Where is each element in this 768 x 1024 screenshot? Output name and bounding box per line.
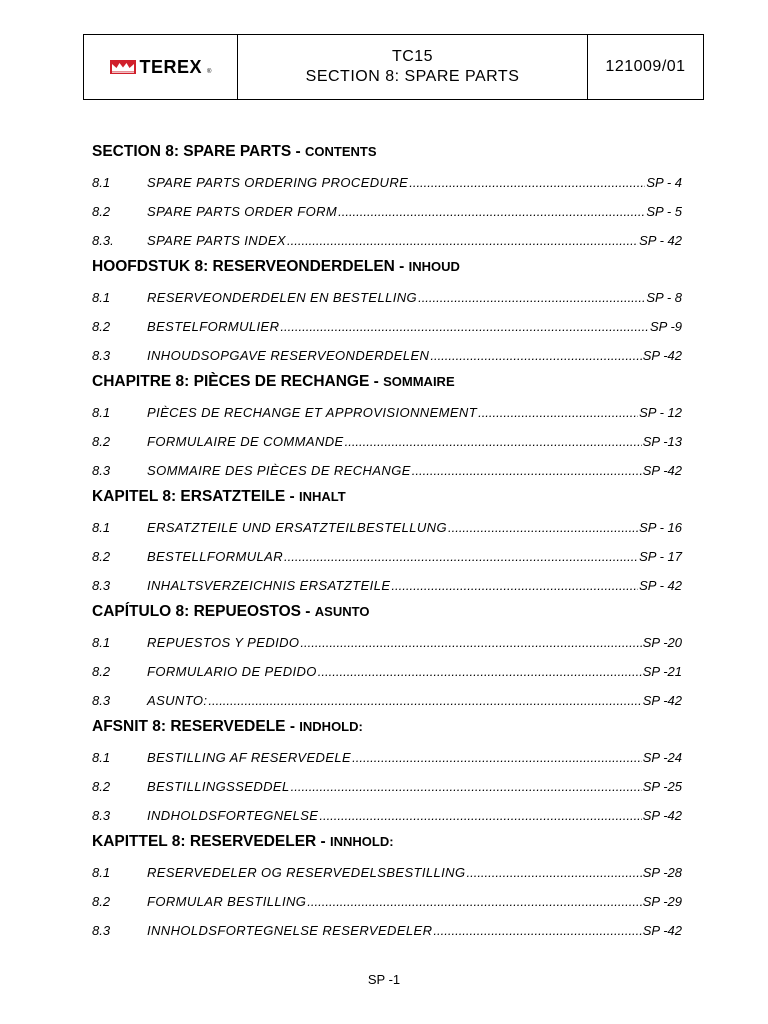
toc-entry[interactable]: [92, 571, 682, 600]
heading-separator: -: [369, 373, 384, 390]
entry-page: SP -42: [642, 463, 682, 478]
toc-section: [92, 255, 682, 370]
doc-number-cell: [588, 35, 703, 99]
dot-leader: [307, 887, 641, 916]
entry-page: SP - 16: [639, 520, 682, 535]
entry-number: 8.1: [92, 175, 111, 190]
section-heading-title: SECTION 8: SPARE PARTS: [92, 143, 292, 160]
entry-page: SP -25: [642, 779, 682, 794]
dot-leader: [208, 686, 641, 715]
entry-page: SP - 42: [639, 578, 682, 593]
section-heading: [92, 715, 682, 739]
entry-title: BESTILLINGSSEDDEL: [147, 779, 290, 794]
entry-page: SP -42: [642, 923, 682, 938]
toc-entry[interactable]: [92, 657, 682, 686]
entry-number: 8.1: [92, 750, 111, 765]
title-cell: [238, 35, 588, 99]
dot-leader: [409, 168, 645, 197]
entry-title: INHALTSVERZEICHNIS ERSATZTEILE: [147, 578, 391, 593]
entry-title: RESERVEONDERDELEN EN BESTELLING: [147, 290, 418, 305]
entry-page: SP -21: [642, 664, 682, 679]
entry-title: INDHOLDSFORTEGNELSE: [147, 808, 319, 823]
entry-number: 8.1: [92, 290, 111, 305]
toc-entry[interactable]: [92, 456, 682, 485]
section-heading-title: KAPITTEL 8: RESERVEDELER: [92, 833, 317, 850]
heading-separator: -: [394, 258, 409, 275]
entry-title: PIÈCES DE RECHANGE ET APPROVISIONNEMENT: [147, 405, 478, 420]
toc-entry[interactable]: [92, 801, 682, 830]
entry-page: SP - 8: [646, 290, 682, 305]
entry-number: 8.1: [92, 520, 111, 535]
toc-section: [92, 715, 682, 830]
dot-leader: [433, 916, 641, 945]
entry-number: 8.2: [92, 549, 111, 564]
entry-title: BESTILLING AF RESERVEDELE: [147, 750, 352, 765]
toc-entry[interactable]: [92, 283, 682, 312]
dot-leader: [418, 283, 645, 312]
entry-page: SP -42: [642, 348, 682, 363]
section-heading-title: KAPITEL 8: ERSATZTEILE: [92, 488, 286, 505]
entry-number: 8.2: [92, 319, 111, 334]
entry-number: 8.1: [92, 635, 111, 650]
entry-title: FORMULAR BESTILLING: [147, 894, 307, 909]
toc-section: [92, 830, 682, 945]
toc-section: [92, 140, 682, 255]
section-heading-subtitle: CONTENTS: [305, 144, 377, 159]
dot-leader: [345, 427, 642, 456]
entry-number: 8.3: [92, 693, 111, 708]
entry-page: SP -20: [642, 635, 682, 650]
section-heading: [92, 140, 682, 164]
section-title: SECTION 8: SPARE PARTS: [305, 68, 520, 85]
section-heading: [92, 485, 682, 509]
section-heading-title: CHAPITRE 8: PIÈCES DE RECHANGE: [92, 373, 370, 390]
section-heading-subtitle: INNHOLD:: [330, 834, 394, 849]
entry-title: BESTELFORMULIER: [147, 319, 280, 334]
section-heading: [92, 830, 682, 854]
entry-title: REPUESTOS Y PEDIDO: [147, 635, 300, 650]
dot-leader: [338, 197, 645, 226]
heading-separator: -: [301, 603, 315, 620]
entry-number: 8.3: [92, 463, 111, 478]
toc-entry[interactable]: [92, 168, 682, 197]
terex-logo: [110, 57, 212, 78]
dot-leader: [287, 226, 638, 255]
entry-number: 8.2: [92, 434, 111, 449]
toc-entry[interactable]: [92, 427, 682, 456]
toc-entry[interactable]: [92, 743, 682, 772]
entry-number: 8.2: [92, 779, 111, 794]
entry-number: 8.2: [92, 894, 111, 909]
toc-section: [92, 600, 682, 715]
entry-number: 8.3: [92, 923, 111, 938]
entry-title: SPARE PARTS ORDERING PROCEDURE: [147, 175, 409, 190]
toc-section: [92, 485, 682, 600]
entry-number: 8.3.: [92, 233, 114, 248]
dot-leader: [448, 513, 638, 542]
entry-number: 8.3: [92, 578, 111, 593]
toc-entry[interactable]: [92, 916, 682, 945]
logo-cell: [84, 35, 238, 99]
entry-number: 8.3: [92, 808, 111, 823]
toc-entry[interactable]: [92, 858, 682, 887]
entry-title: FORMULARIO DE PEDIDO: [147, 664, 317, 679]
section-heading-title: AFSNIT 8: RESERVEDELE: [92, 718, 286, 735]
section-heading-title: HOOFDSTUK 8: RESERVEONDERDELEN: [92, 258, 395, 275]
entry-title: INNHOLDSFORTEGNELSE RESERVEDELER: [147, 923, 433, 938]
entry-title: ASUNTO:: [147, 693, 208, 708]
entry-page: SP - 4: [646, 175, 682, 190]
entry-page: SP - 17: [639, 549, 682, 564]
heading-separator: -: [285, 718, 300, 735]
toc-entry[interactable]: [92, 226, 682, 255]
entry-number: 8.3: [92, 348, 111, 363]
logo-text: TEREX: [139, 56, 203, 77]
toc-entry[interactable]: [92, 772, 682, 801]
entry-number: 8.2: [92, 204, 111, 219]
heading-separator: -: [316, 833, 331, 850]
dot-leader: [318, 657, 642, 686]
entry-title: SPARE PARTS ORDER FORM: [147, 204, 338, 219]
dot-leader: [280, 312, 649, 341]
logo-registered-mark: ®: [207, 68, 212, 75]
entry-title: FORMULAIRE DE COMMANDE: [147, 434, 344, 449]
section-heading: [92, 370, 682, 394]
page-number: SP -1: [367, 972, 401, 987]
toc-entry[interactable]: [92, 887, 682, 916]
entry-page: SP -29: [642, 894, 682, 909]
toc-entry[interactable]: [92, 513, 682, 542]
toc-section: [92, 370, 682, 485]
entry-title: SOMMAIRE DES PIÈCES DE RECHANGE: [147, 463, 411, 478]
heading-separator: -: [285, 488, 299, 505]
dot-leader: [430, 341, 641, 370]
dot-leader: [466, 858, 641, 887]
entry-page: SP -42: [642, 808, 682, 823]
entry-page: SP -28: [642, 865, 682, 880]
toc-entry[interactable]: [92, 197, 682, 226]
section-heading-subtitle: INHOUD: [408, 259, 460, 274]
toc-entry[interactable]: [92, 628, 682, 657]
model-name: TC15: [391, 48, 434, 65]
toc-entry[interactable]: [92, 686, 682, 715]
section-heading: [92, 255, 682, 279]
section-heading: [92, 600, 682, 624]
page-footer: [0, 972, 768, 987]
entry-title: RESERVEDELER OG RESERVEDELSBESTILLING: [147, 865, 466, 880]
dot-leader: [284, 542, 638, 571]
toc-entry[interactable]: [92, 398, 682, 427]
doc-number: 121009/01: [605, 58, 686, 75]
section-heading-subtitle: INHALT: [298, 489, 346, 504]
entry-number: 8.1: [92, 865, 111, 880]
entry-title: INHOUDSOPGAVE RESERVEONDERDELEN: [147, 348, 430, 363]
document-header: [83, 34, 704, 100]
entry-number: 8.1: [92, 405, 111, 420]
dot-leader: [412, 456, 642, 485]
toc-entry[interactable]: [92, 312, 682, 341]
dot-leader: [391, 571, 638, 600]
dot-leader: [319, 801, 641, 830]
entry-page: SP -9: [649, 319, 682, 334]
section-heading-subtitle: ASUNTO: [314, 604, 370, 619]
dot-leader: [300, 628, 641, 657]
entry-page: SP -42: [642, 693, 682, 708]
entry-title: ERSATZTEILE UND ERSATZTEILBESTELLUNG: [147, 520, 447, 535]
entry-page: SP - 42: [639, 233, 682, 248]
entry-title: SPARE PARTS INDEX: [147, 233, 287, 248]
entry-title: BESTELLFORMULAR: [147, 549, 284, 564]
crown-icon: [110, 60, 136, 74]
entry-page: SP -24: [642, 750, 682, 765]
toc-entry[interactable]: [92, 341, 682, 370]
table-of-contents: [92, 140, 682, 945]
section-heading-subtitle: SOMMAIRE: [383, 374, 455, 389]
dot-leader: [291, 772, 642, 801]
dot-leader: [352, 743, 642, 772]
entry-page: SP - 12: [639, 405, 682, 420]
section-heading-subtitle: INDHOLD:: [299, 719, 363, 734]
dot-leader: [478, 398, 638, 427]
section-heading-title: CAPÍTULO 8: REPUEOSTOS: [92, 603, 301, 620]
heading-separator: -: [291, 143, 306, 160]
entry-page: SP - 5: [646, 204, 682, 219]
entry-number: 8.2: [92, 664, 111, 679]
toc-entry[interactable]: [92, 542, 682, 571]
entry-page: SP -13: [642, 434, 682, 449]
